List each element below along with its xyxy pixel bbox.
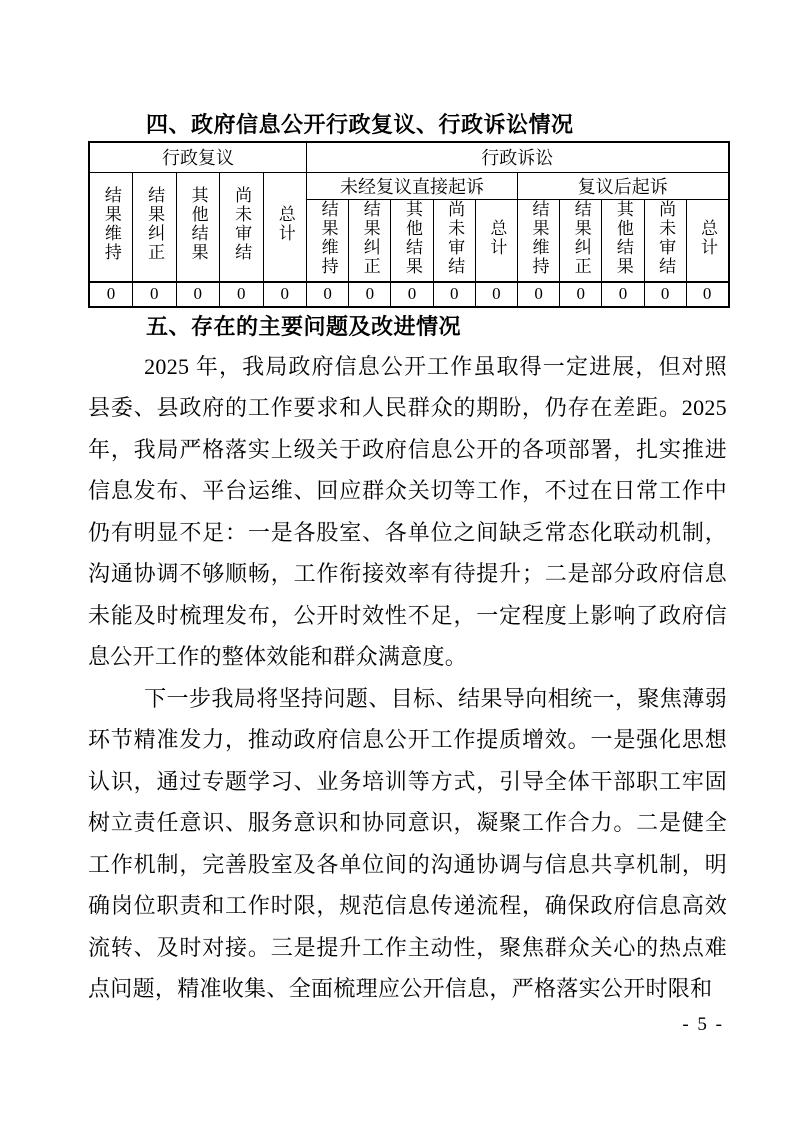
group-header-administrative-reconsideration: 行政复议 <box>89 142 307 172</box>
col-header-pending: 尚未审结 <box>220 172 264 282</box>
table-value-cell: 0 <box>89 282 133 307</box>
table-value-cell: 0 <box>133 282 177 307</box>
col-header-result-corrected: 结果纠正 <box>133 172 177 282</box>
review-litigation-table <box>88 141 730 308</box>
col-header-total: 总计 <box>263 172 307 282</box>
col-header-result-upheld: 结果维持 <box>307 199 349 282</box>
table-value-cell: 0 <box>475 282 517 307</box>
subgroup-header-lawsuit-after-reconsideration: 复议后起诉 <box>518 172 729 199</box>
table-value-cell: 0 <box>176 282 220 307</box>
col-header-other-result: 其他结果 <box>391 199 433 282</box>
col-header-other-result: 其他结果 <box>176 172 220 282</box>
table-value-cell: 0 <box>307 282 349 307</box>
col-header-total: 总计 <box>475 199 517 282</box>
table-group-header-row <box>89 142 729 172</box>
subgroup-header-direct-lawsuit: 未经复议直接起诉 <box>307 172 518 199</box>
col-header-result-corrected: 结果纠正 <box>349 199 391 282</box>
section4-heading: 四、政府信息公开行政复议、行政诉讼情况 <box>146 112 574 137</box>
col-header-other-result: 其他结果 <box>602 199 644 282</box>
table-value-cell: 0 <box>391 282 433 307</box>
table-subgroup-header-row <box>89 172 729 199</box>
table-values-row <box>89 282 729 307</box>
table-value-cell: 0 <box>686 282 728 307</box>
table-value-cell: 0 <box>644 282 686 307</box>
page-content <box>88 110 727 1010</box>
body-paragraph-2: 下一步我局将坚持问题、目标、结果导向相统一，聚焦薄弱环节精准发力，推动政府信息公开工作提质增效。一是强化思想认识，通过专题学习、业务培训等方式，引导全体干部职工牢固树立责任意识、服务意识和协同意识，凝聚工作合力。二是健全工作机制，完善股室及各单位间的沟通协调与信息共享机制，明确岗位职责和工作时限，规范信息传递流程，确保政府信息高效流转、及时对接。三是提升工作主动性，聚焦群众关心的热点难点问题，精准收集、全面梳理应公开信息，严格落实公开时限和 <box>88 685 727 1001</box>
table-value-cell: 0 <box>518 282 560 307</box>
table-value-cell: 0 <box>220 282 264 307</box>
group-header-administrative-litigation: 行政诉讼 <box>307 142 729 172</box>
table-value-cell: 0 <box>433 282 475 307</box>
section5-heading: 五、存在的主要问题及改进情况 <box>146 313 462 339</box>
page-number: - 5 - <box>682 1014 724 1035</box>
col-header-result-corrected: 结果纠正 <box>560 199 602 282</box>
col-header-result-upheld: 结果维持 <box>518 199 560 282</box>
table-value-cell: 0 <box>349 282 391 307</box>
table-value-cell: 0 <box>263 282 307 307</box>
col-header-total: 总计 <box>686 199 728 282</box>
col-header-result-upheld: 结果维持 <box>89 172 133 282</box>
table-value-cell: 0 <box>560 282 602 307</box>
table-value-cell: 0 <box>602 282 644 307</box>
col-header-pending: 尚未审结 <box>644 199 686 282</box>
col-header-pending: 尚未审结 <box>433 199 475 282</box>
body-paragraph-1: 2025 年，我局政府信息公开工作虽取得一定进展，但对照县委、县政府的工作要求和人民群众的期盼，仍存在差距。2025 年，我局严格落实上级关于政府信息公开的各项部署，扎实推进信息发布、平台运维、回应群众关切等工作，不过在日常工作中仍有明显不足：一是各股室、各单位之间缺乏常态化联动机制，沟通协调不够顺畅，工作衔接效率有待提升；二是部分政府信息未能及时梳理发布，公开时效性不足，一定程度上影响了政府信息公开工作的整体效能和群众满意度。 <box>88 353 727 669</box>
